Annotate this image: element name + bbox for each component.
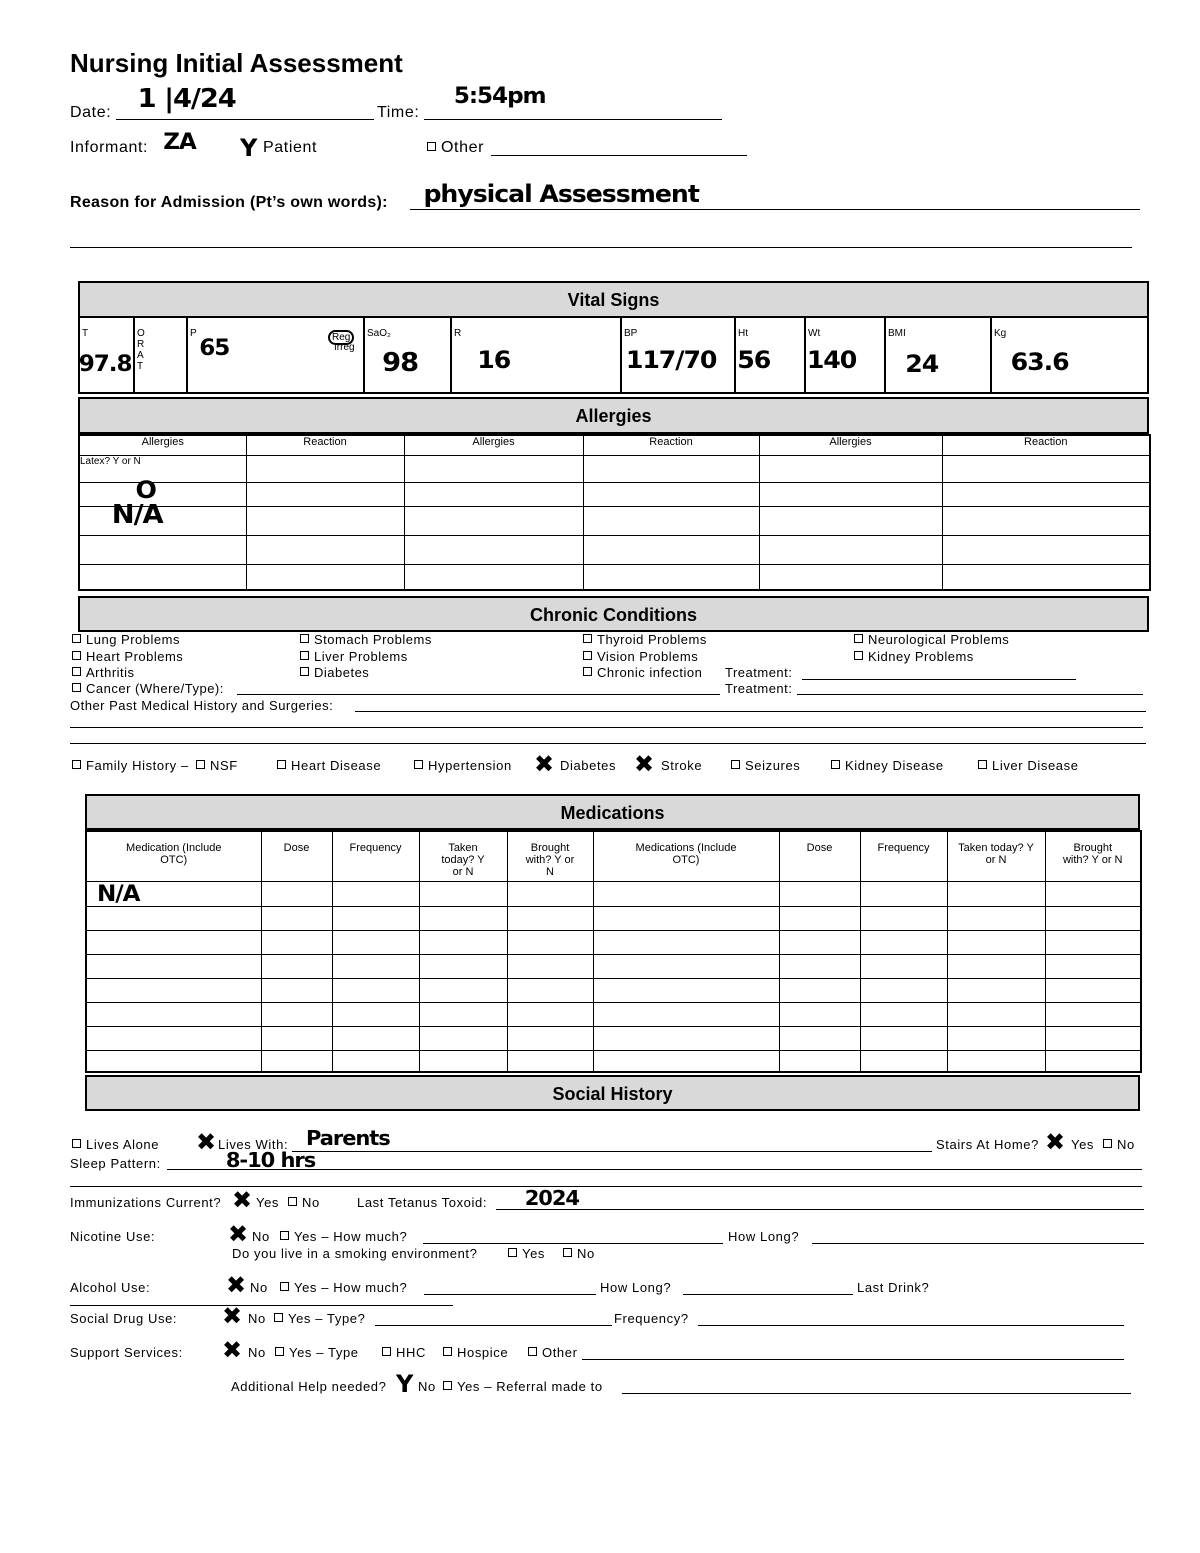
drug-label: Social Drug Use: [70,1311,178,1326]
checkbox-icon [196,760,205,769]
checkbox-icon [300,667,309,676]
patient-check-mark[interactable]: Y [240,134,258,162]
stairs-yes-check-mark[interactable]: ✖ [1045,1128,1066,1156]
col-reaction: Reaction [583,435,759,455]
other-support-checkbox[interactable]: Other [528,1345,578,1360]
checkbox-icon [978,760,987,769]
vision-checkbox[interactable]: Vision Problems [583,649,698,664]
temp-label: T [82,328,89,339]
arthritis-checkbox[interactable]: Arthritis [72,665,135,680]
treatment-label: Treatment: [725,681,793,696]
temp-value[interactable]: 97.8 [78,352,132,377]
help-no-label: No [418,1379,436,1394]
bp-value[interactable]: 117/70 [625,346,717,374]
checkbox-icon [300,634,309,643]
checkbox-icon [731,760,740,769]
nicotine-label: Nicotine Use: [70,1229,156,1244]
alcohol-no-label: No [250,1280,268,1295]
checkbox-icon [528,1347,537,1356]
vital-signs-row [78,318,1149,394]
checkbox-icon [443,1347,452,1356]
nicotine-no-label: No [252,1229,270,1244]
vital-signs-heading: Vital Signs [78,281,1149,318]
chronic-heading: Chronic Conditions [78,596,1149,632]
hospice-checkbox[interactable]: Hospice [443,1345,508,1360]
support-no-label: No [248,1345,266,1360]
lives-alone-checkbox[interactable]: Lives Alone [72,1137,159,1152]
neuro-checkbox[interactable]: Neurological Problems [854,632,1009,647]
time-value[interactable]: 5:54pm [453,84,546,109]
resp-label: R [454,328,462,339]
checkbox-icon [854,651,863,660]
col-dose: Dose [261,831,332,881]
checkbox-icon [427,142,436,151]
checkbox-icon [72,667,81,676]
diabetes-check-mark[interactable]: ✖ [534,750,555,778]
allergies-table [78,434,1151,591]
smoking-env-no-checkbox[interactable]: No [563,1246,595,1261]
checkbox-icon [831,760,840,769]
drug-yes-checkbox[interactable]: Yes – Type? [274,1311,365,1326]
nicotine-yes-checkbox[interactable]: Yes – How much? [280,1229,407,1244]
medications-heading: Medications [85,794,1140,830]
pulse-value[interactable]: 65 [199,336,230,361]
pulse-label: P [190,328,197,339]
checkbox-icon [382,1347,391,1356]
diabetes-checkbox[interactable]: Diabetes [300,665,369,680]
col-dose: Dose [779,831,860,881]
immunizations-yes-check-mark[interactable]: ✖ [232,1186,253,1214]
immunizations-label: Immunizations Current? [70,1195,222,1210]
stairs-label: Stairs At Home? [936,1137,1039,1152]
stairs-no-checkbox[interactable]: No [1103,1137,1135,1152]
resp-value[interactable]: 16 [477,346,511,374]
col-brought-with: Brought with? Y or N [507,831,593,881]
liver-checkbox[interactable]: Liver Problems [300,649,408,664]
tetanus-value[interactable]: 2024 [524,1186,579,1210]
kidney-checkbox[interactable]: Kidney Problems [854,649,974,664]
tetanus-label: Last Tetanus Toxoid: [357,1195,488,1210]
nicotine-no-check-mark[interactable]: ✖ [228,1220,249,1248]
col-taken-today: Taken today? Y or N [947,831,1045,881]
checkbox-icon [414,760,423,769]
lung-checkbox[interactable]: Lung Problems [72,632,180,647]
checkbox-icon [854,634,863,643]
latex-value[interactable]: O [135,476,156,504]
allergy-entry[interactable]: N/A [111,500,163,530]
weight-label: Wt [808,328,821,339]
medication-entry[interactable]: N/A [96,882,140,907]
route-label: O R A T [137,328,145,372]
thyroid-checkbox[interactable]: Thyroid Problems [583,632,707,647]
checkbox-icon [72,1139,81,1148]
alcohol-no-check-mark[interactable]: ✖ [226,1271,247,1299]
checkbox-icon [583,651,592,660]
col-allergies: Allergies [404,435,583,455]
checkbox-icon [288,1197,297,1206]
informant-label: Informant: [70,139,149,156]
nicotine-how-long-label: How Long? [728,1229,800,1244]
checkbox-icon [280,1282,289,1291]
col-medications: Medications (Include OTC) [593,831,779,881]
kg-value[interactable]: 63.6 [1010,348,1069,376]
alcohol-label: Alcohol Use: [70,1280,151,1295]
col-frequency: Frequency [332,831,419,881]
bp-label: BP [624,328,638,339]
col-reaction: Reaction [246,435,404,455]
family-hypertension-checkbox[interactable]: Hypertension [414,758,512,773]
sleep-value[interactable]: 8-10 hrs [225,1148,316,1172]
col-reaction: Reaction [942,435,1150,455]
hhc-checkbox[interactable]: HHC [382,1345,426,1360]
stroke-check-mark[interactable]: ✖ [634,750,655,778]
checkbox-icon [508,1248,517,1257]
lives-with-check-mark[interactable]: ✖ [196,1128,217,1156]
page-title: Nursing Initial Assessment [70,48,403,78]
checkbox-icon [563,1248,572,1257]
family-history-checkbox[interactable]: Family History – NSF [72,758,238,773]
date-label: Date: [70,104,112,121]
medications-table [85,830,1142,1073]
checkbox-icon [443,1381,452,1390]
family-kidney-checkbox[interactable]: Kidney Disease [831,758,944,773]
checkbox-icon [72,634,81,643]
col-medication: Medication (Include OTC) [86,831,261,881]
alcohol-how-long-label: How Long? [600,1280,672,1295]
checkbox-icon [72,683,81,692]
reason-value[interactable]: physical Assessment [423,180,699,208]
support-label: Support Services: [70,1345,183,1360]
checkbox-icon [72,651,81,660]
date-value[interactable]: 1 |4/24 [137,84,236,114]
sao2-value[interactable]: 98 [382,348,419,378]
immunizations-yes-label: Yes [256,1195,280,1210]
col-taken-today: Taken today? Y or N [419,831,507,881]
bmi-label: BMI [888,328,906,339]
smoking-env-label: Do you live in a smoking environment? [232,1246,478,1261]
additional-help-label: Additional Help needed? [231,1379,387,1394]
col-brought-with: Brought with? Y or N [1045,831,1141,881]
stairs-yes-label: Yes [1071,1137,1095,1152]
sao2-label: SaO₂ [367,328,391,339]
checkbox-icon [274,1313,283,1322]
alcohol-yes-checkbox[interactable]: Yes – How much? [280,1280,407,1295]
social-history-heading: Social History [85,1075,1140,1111]
treatment-label: Treatment: [725,665,793,680]
support-no-check-mark[interactable]: ✖ [222,1336,243,1364]
checkbox-icon [72,760,81,769]
irreg-label: Irreg [334,342,355,353]
allergies-heading: Allergies [78,397,1149,434]
drug-no-check-mark[interactable]: ✖ [222,1302,243,1330]
col-allergies: Allergies [759,435,942,455]
col-allergies: Allergies [79,435,246,455]
immunizations-no-checkbox[interactable]: No [288,1195,320,1210]
checkbox-icon [583,634,592,643]
checkbox-icon [583,667,592,676]
lives-with-label: Lives With: [218,1137,289,1152]
col-frequency: Frequency [860,831,947,881]
informant-value[interactable]: ZA [163,130,196,155]
height-label: Ht [738,328,748,339]
checkbox-icon [277,760,286,769]
stomach-checkbox[interactable]: Stomach Problems [300,632,432,647]
checkbox-icon [1103,1139,1112,1148]
help-no-check-mark[interactable]: Y [396,1370,414,1398]
chronic-infection-checkbox[interactable]: Chronic infection [583,665,702,680]
family-diabetes-label: Diabetes [560,758,617,773]
family-liver-checkbox[interactable]: Liver Disease [978,758,1079,773]
checkbox-icon [275,1347,284,1356]
family-stroke-label: Stroke [661,758,703,773]
patient-label: Patient [263,139,318,156]
latex-cell[interactable]: Latex? Y or N [79,455,246,482]
support-yes-checkbox[interactable]: Yes – Type [275,1345,359,1360]
weight-value[interactable]: 140 [806,346,857,374]
drug-no-label: No [248,1311,266,1326]
drug-frequency-label: Frequency? [614,1311,689,1326]
family-seizures-checkbox[interactable]: Seizures [731,758,800,773]
other-history-label: Other Past Medical History and Surgeries: [70,698,334,713]
referral-checkbox[interactable]: Yes – Referral made to [443,1379,603,1394]
family-heart-checkbox[interactable]: Heart Disease [277,758,381,773]
reg-label: Reg [328,330,354,345]
height-value[interactable]: 56 [737,346,771,374]
other-informant-checkbox[interactable]: Other [427,139,484,157]
checkbox-icon [280,1231,289,1240]
last-drink-label: Last Drink? [857,1280,930,1295]
checkbox-icon [300,651,309,660]
time-label: Time: [377,104,420,121]
smoking-env-yes-checkbox[interactable]: Yes [508,1246,545,1261]
heart-checkbox[interactable]: Heart Problems [72,649,183,664]
sleep-label: Sleep Pattern: [70,1156,161,1171]
kg-label: Kg [994,328,1007,339]
bmi-value[interactable]: 24 [905,350,939,378]
reason-label: Reason for Admission (Pt’s own words): [70,194,388,211]
cancer-checkbox[interactable]: Cancer (Where/Type): [72,681,224,696]
lives-with-value[interactable]: Parents [306,1126,390,1150]
